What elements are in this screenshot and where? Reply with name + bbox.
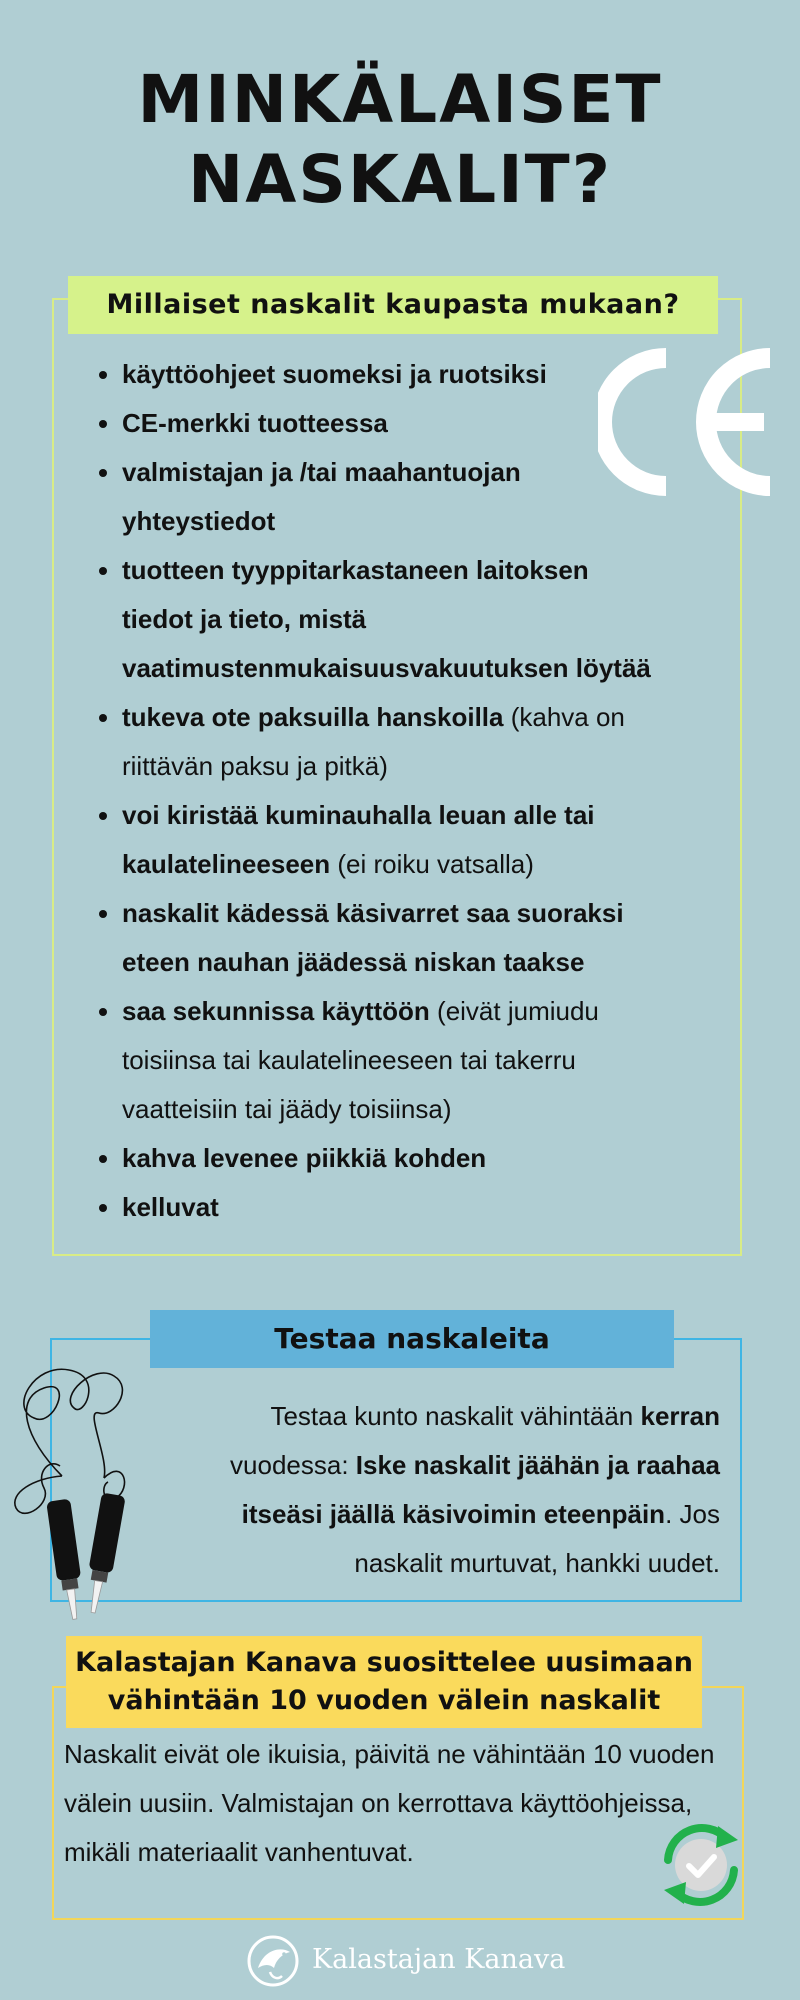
- requirement-item: • CE-merkki tuotteessa: [122, 399, 662, 448]
- footer-brand: Kalastajan Kanava: [312, 1944, 566, 1975]
- renewal-heading-line1: Kalastajan Kanava suosittelee uusimaan: [75, 1647, 693, 1678]
- renewal-heading: [66, 1636, 702, 1728]
- renewal-text: Naskalit eivät ole ikuisia, päivitä ne vähintään 10 vuoden välein uusiin. Valmistajan on kerrottava käyttöohjeissa, mikäli materiaalit vanhentuvat.: [64, 1739, 715, 1867]
- requirement-item: • valmistajan ja /tai maahantuojan yhteystiedot: [122, 448, 662, 546]
- requirement-item: • voi kiristää kuminauhalla leuan alle tai kaulatelineeseen (ei roiku vatsalla): [122, 791, 662, 889]
- renewal-heading-line2: vähintään 10 vuoden välein naskalit: [107, 1685, 661, 1716]
- requirement-item: • kelluvat: [122, 1183, 662, 1232]
- testing-text: Testaa kunto naskalit vähintään kerran vuodessa: Iske naskalit jäähän ja raahaa itseäsi jäällä käsivoimin eteenpäin. Jos naskalit murtuvat, hankki uudet.: [230, 1401, 720, 1578]
- requirement-item: • tuotteen tyyppitarkastaneen laitoksen tiedot ja tieto, mistä vaatimustenmukaisuusvakuutuksen löytää: [122, 546, 662, 693]
- requirements-heading: Millaiset naskalit kaupasta mukaan?: [68, 276, 718, 334]
- requirement-item: • käyttöohjeet suomeksi ja ruotsiksi: [122, 350, 662, 399]
- fish-logo-icon: [246, 1934, 300, 1988]
- requirement-item: • naskalit kädessä käsivarret saa suoraksi eteen nauhan jäädessä niskan taakse: [122, 889, 662, 987]
- page-title-line2: NASKALIT?: [188, 141, 612, 218]
- page-title-line1: MINKÄLAISET: [137, 61, 663, 138]
- testing-heading: Testaa naskaleita: [150, 1310, 674, 1368]
- page-title: [0, 60, 800, 220]
- requirement-item: • tukeva ote paksuilla hanskoilla (kahva on riittävän paksu ja pitkä): [122, 693, 662, 791]
- requirement-item: • kahva levenee piikkiä kohden: [122, 1134, 662, 1183]
- renew-check-icon: [656, 1820, 746, 1910]
- requirement-item: • saa sekunnissa käyttöön (eivät jumiudu toisiinsa tai kaulatelineeseen tai takerru vaatteisiin tai jäädy toisiinsa): [122, 987, 662, 1134]
- requirements-list: [92, 350, 662, 1232]
- ice-picks-icon: [4, 1358, 140, 1620]
